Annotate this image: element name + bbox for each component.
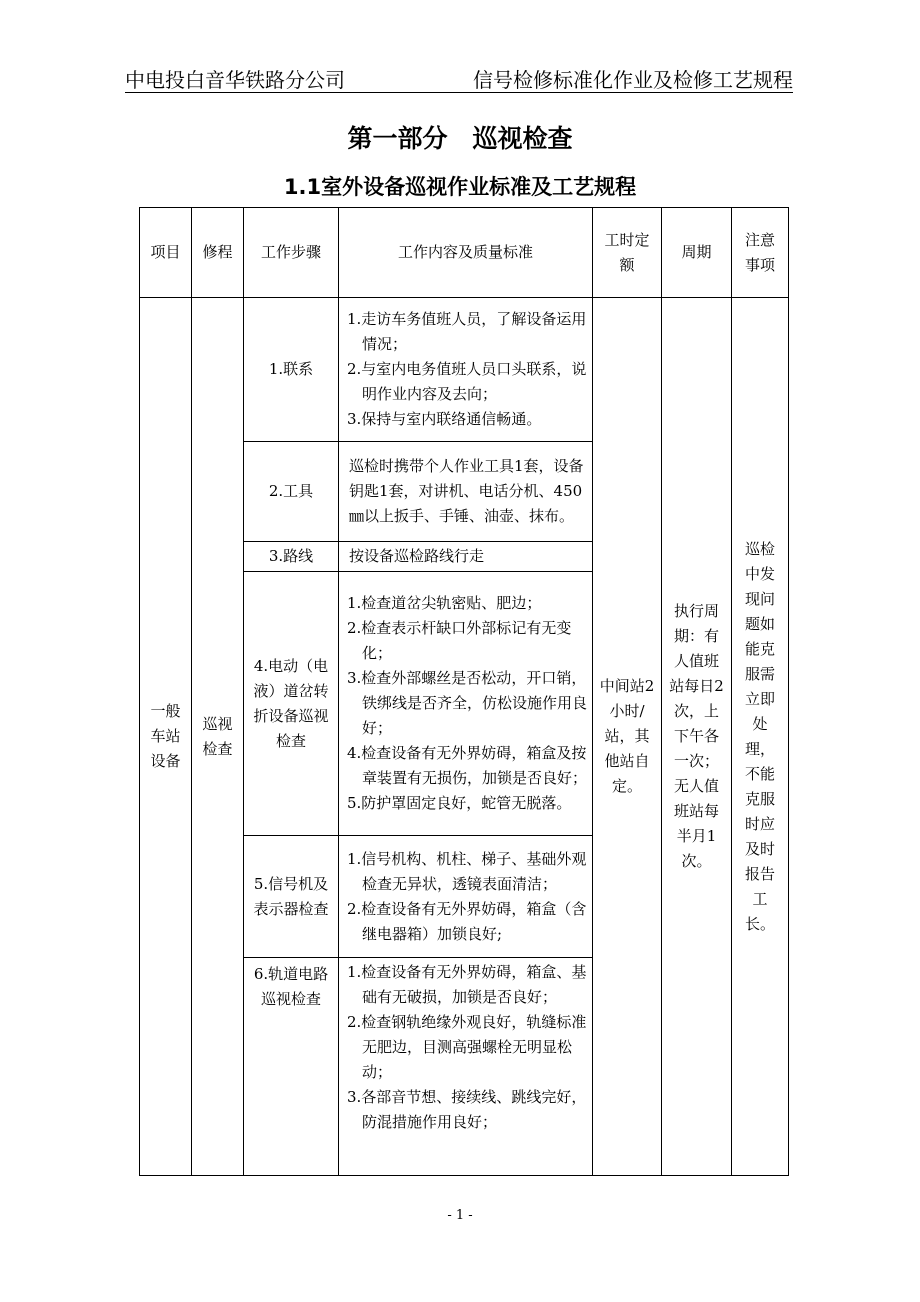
header-cycle: 周期 — [662, 208, 732, 298]
content-cell — [339, 298, 593, 442]
step-cell: 3.路线 — [244, 542, 339, 572]
content-item: 1.走访车务值班人员，了解设备运用情况； — [347, 310, 587, 353]
repair-cell: 巡视检查 — [192, 298, 244, 1176]
notes-cell: 巡检中发现问题如能克服需立即处理，不能克服时应及时报告工长。 — [732, 298, 789, 1176]
content-item: 3.各部音节想、接续线、跳线完好，防混措施作用良好； — [347, 1088, 587, 1131]
table-row — [140, 298, 789, 442]
content-cell: 巡检时携带个人作业工具1套，设备钥匙1套，对讲机、电话分机、450㎜以上扳手、手锤、油壶、抹布。 — [339, 442, 593, 542]
content-item: 4.检查设备有无外界妨碍，箱盒及按章装置有无损伤，加锁是否良好； — [347, 744, 588, 787]
header-time: 工时定额 — [593, 208, 662, 298]
header-content: 工作内容及质量标准 — [339, 208, 593, 298]
header-step: 工作步骤 — [244, 208, 339, 298]
content-item: 3.保持与室内联络通信畅通。 — [347, 410, 542, 428]
section-title: 第一部分 巡视检查 — [347, 124, 573, 153]
content-item: 2.检查设备有无外界妨碍，箱盒（含继电器箱）加锁良好; — [347, 899, 587, 943]
document-title: 信号检修标准化作业及检修工艺规程 — [473, 68, 793, 92]
cycle-cell: 执行周期：有人值班站每日2次，上下午各一次；无人值班站每半月1次。 — [662, 298, 732, 1176]
header-notes: 注意事项 — [732, 208, 789, 298]
content-item: 1.检查设备有无外界妨碍，箱盒、基础有无破损，加锁是否良好； — [347, 963, 587, 1006]
step-cell: 1.联系 — [244, 298, 339, 442]
header-item: 项目 — [140, 208, 192, 298]
content-item: 2.与室内电务值班人员口头联系，说明作业内容及去向； — [347, 360, 587, 403]
content-cell — [339, 836, 593, 958]
table-header-row — [140, 208, 789, 298]
page-header — [125, 62, 793, 93]
step-cell: 2.工具 — [244, 442, 339, 542]
inspection-table — [139, 207, 789, 1176]
step-cell: 4.电动（电液）道岔转折设备巡视检查 — [244, 572, 339, 836]
content-cell — [339, 958, 593, 1176]
item-cell: 一般车站设备 — [140, 298, 192, 1176]
content-item: 2.检查钢轨绝缘外观良好，轨缝标准无肥边，目测高强螺栓无明显松动； — [347, 1013, 587, 1081]
content-item: 2.检查表示杆缺口外部标记有无变化； — [347, 619, 572, 662]
step-cell: 6.轨道电路巡视检查 — [244, 958, 339, 1176]
content-item: 5.防护罩固定良好，蛇管无脱落。 — [347, 794, 572, 812]
page-number: - 1 - — [447, 1208, 473, 1223]
content-item: 3.检查外部螺丝是否松动，开口销，铁绑线是否齐全，仿松设施作用良好； — [347, 669, 588, 737]
time-cell: 中间站2小时/站，其他站自定。 — [593, 298, 662, 1176]
content-item: 1.检查道岔尖轨密贴、肥边； — [347, 594, 542, 612]
company-name: 中电投白音华铁路分公司 — [125, 68, 345, 92]
content-item: 1.信号机构、机柱、梯子、基础外观检查无异状，透镜表面清洁； — [347, 849, 587, 893]
section-subtitle: 1.1室外设备巡视作业标准及工艺规程 — [283, 175, 637, 199]
content-cell: 按设备巡检路线行走 — [339, 542, 593, 572]
header-repair: 修程 — [192, 208, 244, 298]
step-cell: 5.信号机及表示器检查 — [244, 836, 339, 958]
content-cell — [339, 572, 593, 836]
